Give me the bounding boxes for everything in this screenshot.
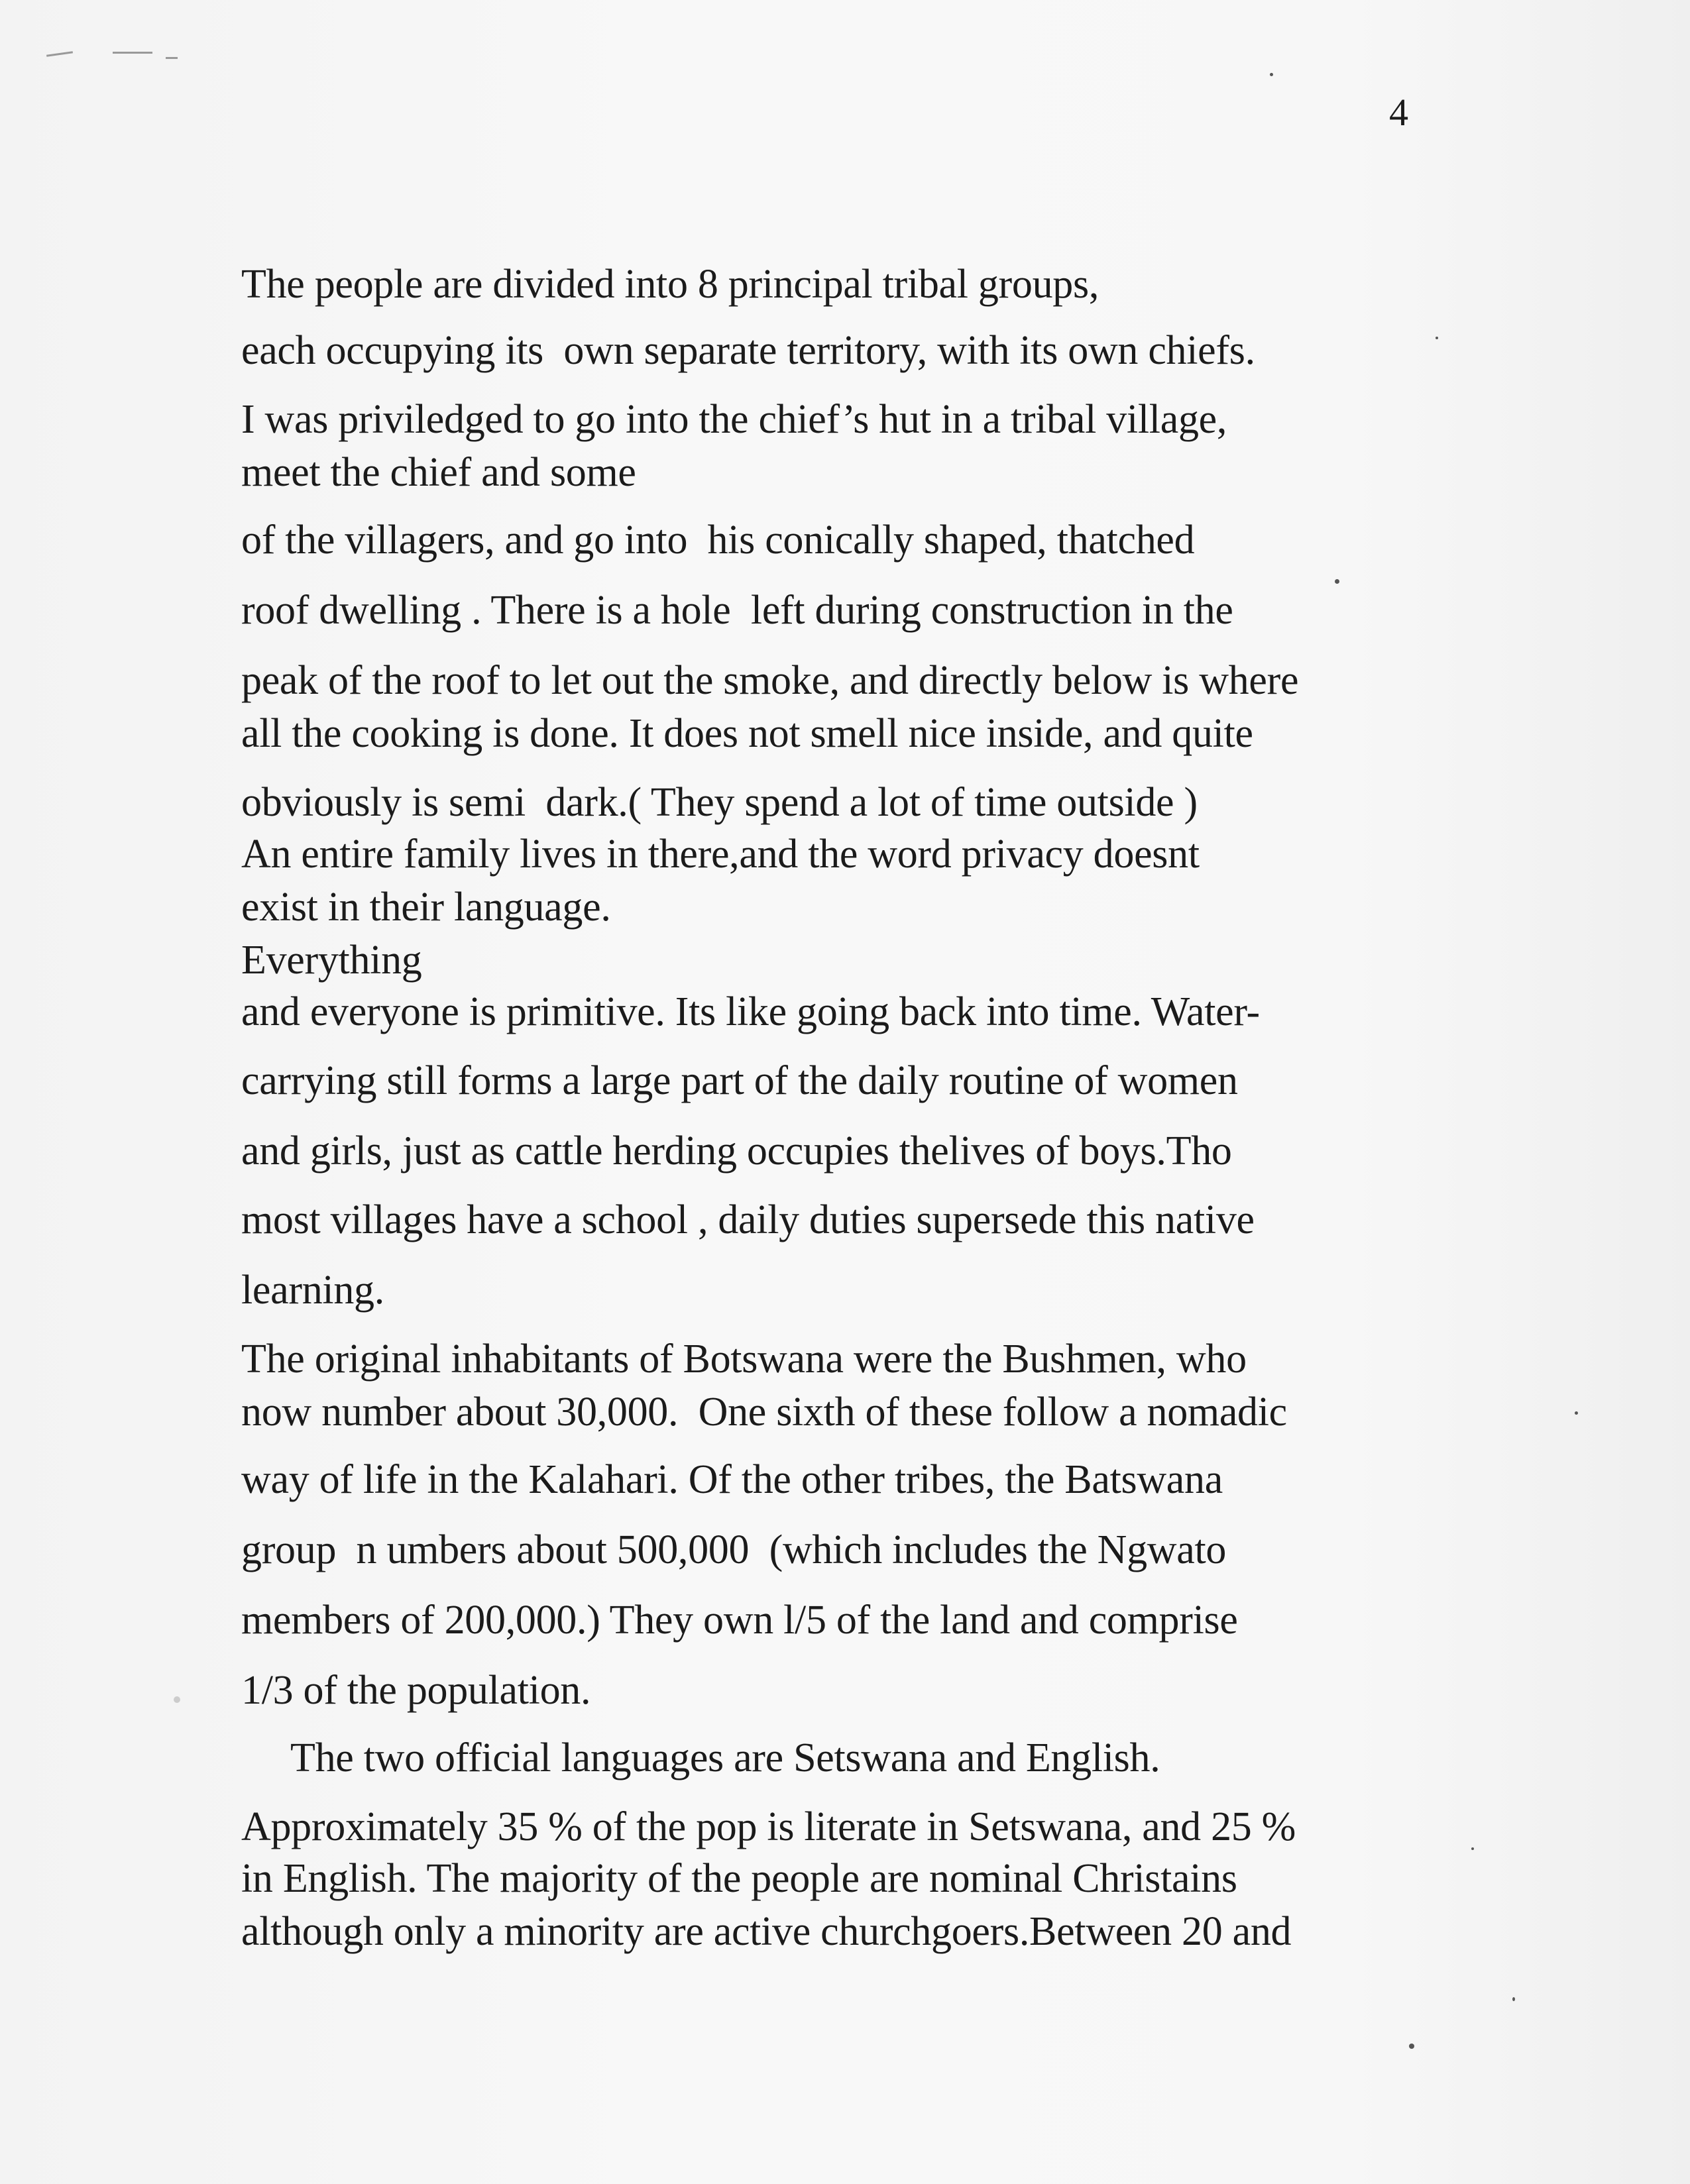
text-line: now number about 30,000. One sixth of these follow a nomadic (241, 1390, 1287, 1435)
text-line: although only a minority are active churchgoers.Between 20 and (241, 1909, 1292, 1954)
text-line: The two official languages are Setswana and English. (290, 1735, 1160, 1780)
text-line: group n umbers about 500,000 (which includes the Ngwato (241, 1527, 1227, 1572)
text-line: roof dwelling . There is a hole left during construction in the (241, 588, 1233, 633)
text-line: way of life in the Kalahari. Of the other tribes, the Batswana (241, 1457, 1223, 1502)
page-number: 4 (1389, 91, 1408, 134)
text-line: and girls, just as cattle herding occupies thelives of boys.Tho (241, 1128, 1232, 1174)
speck (1575, 1411, 1578, 1415)
speck (174, 1696, 180, 1703)
scan-mark (113, 52, 152, 54)
text-line: Approximately 35 % of the pop is literate in Setswana, and 25 % (241, 1804, 1296, 1849)
text-line: obviously is semi dark.( They spend a lot of time outside ) (241, 780, 1198, 825)
speck (1512, 1997, 1515, 2001)
scan-mark (166, 57, 178, 59)
text-line: peak of the roof to let out the smoke, and directly below is where (241, 658, 1299, 703)
text-line: exist in their language. (241, 885, 611, 930)
text-line: carrying still forms a large part of the daily routine of women (241, 1058, 1238, 1103)
speck (1409, 2044, 1414, 2049)
scan-mark (46, 51, 73, 57)
text-line: members of 200,000.) They own l/5 of the land and comprise (241, 1598, 1238, 1643)
speck (1335, 579, 1339, 584)
text-line: each occupying its own separate territory, with its own chiefs. (241, 328, 1255, 373)
speck (1471, 1847, 1474, 1850)
text-line: all the cooking is done. It does not smell nice inside, and quite (241, 711, 1253, 756)
speck (1270, 73, 1273, 76)
text-line: An entire family lives in there,and the word privacy doesnt (241, 832, 1200, 877)
text-line: and everyone is primitive. Its like going back into time. Water- (241, 989, 1260, 1034)
speck (1436, 337, 1438, 339)
text-line: meet the chief and some (241, 450, 636, 495)
text-line: 1/3 of the population. (241, 1668, 591, 1713)
text-line: The people are divided into 8 principal tribal groups, (241, 262, 1099, 307)
text-line: of the villagers, and go into his conically shaped, thatched (241, 518, 1195, 563)
text-line: I was priviledged to go into the chief’s hut in a tribal village, (241, 397, 1227, 442)
text-line: The original inhabitants of Botswana were the Bushmen, who (241, 1337, 1247, 1382)
text-line: in English. The majority of the people are nominal Christains (241, 1856, 1237, 1901)
text-line: learning. (241, 1268, 384, 1313)
text-line: most villages have a school , daily duties supersede this native (241, 1197, 1255, 1242)
text-line: Everything (241, 938, 422, 983)
